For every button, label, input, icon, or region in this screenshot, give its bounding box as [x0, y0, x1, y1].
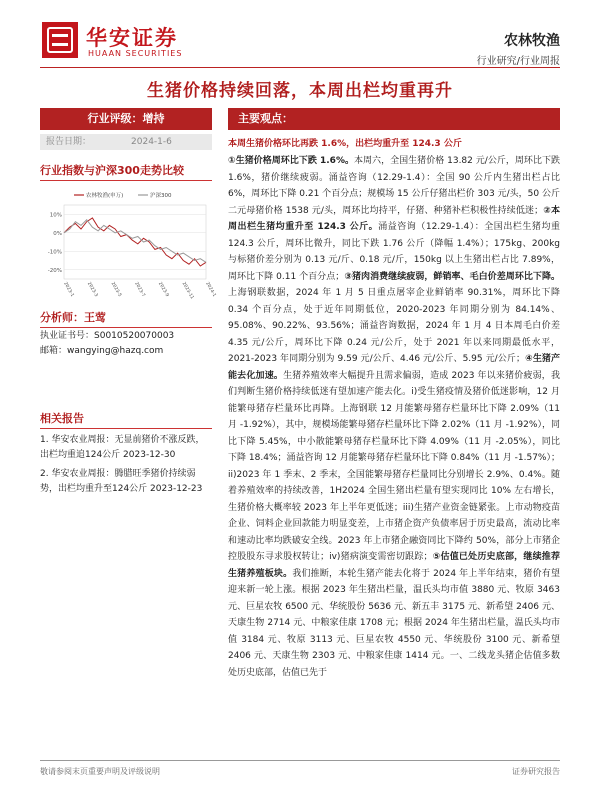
x-tick-label: 2023-7 — [133, 281, 146, 298]
x-tick-label: 2024-1 — [204, 281, 217, 298]
y-tick-label: 0% — [53, 230, 62, 237]
x-tick-label: 2023-3 — [85, 281, 99, 298]
key-point: ③猪肉消费继续疲弱，鲜销率、毛白价差周环比下降。 — [344, 271, 561, 282]
y-tick-label: -20% — [47, 267, 62, 274]
series-line — [64, 220, 206, 262]
main-content — [228, 108, 560, 733]
legend-label: 农林牧渔(申万) — [86, 193, 124, 199]
x-tick-label: 2023-9 — [156, 281, 170, 298]
series-line — [64, 218, 206, 266]
report-date — [40, 134, 212, 150]
main-subheading: 本周生猪价格环比再跌 1.6%，出栏均重升至 124.3 公斤 — [228, 139, 462, 149]
analyst-license: 执业证书号：S0010520070003 — [40, 331, 175, 341]
body-text: 生猪养殖效率大幅提升且需求偏弱，造成 2023 年以来猪价疲弱，我们判断生猪价格持续低迷有望加速产能去化。i)受生猪疫情及猪价低迷影响，12 月能繁母猪存栏量环比再降。上海钢联 12 月能繁母猪存栏量环比下降 2.09%（11 月 -1.92%），其中，规模场能繁母猪存栏量环比下降 2.02%（11 月 -1.92%），同比下降 5.45%，中小散能繁母猪存栏量环比下降 4.09%（11 月 -2.05%），同比下降 18.4%；涌益咨询 12 月能繁母猪存栏量环比下降 0.84%（11 月 -1.57%）；ii)2023 年 1 季末、2 季末，全国能繁母猪存栏量同比分别增长 2.9%、0.4%。随着养殖效率的持续改善，1H2024 全国生猪出栏量有望实现同比 10% 左右增长，生猪价格大概率较 2023 年上半年更低迷；iii)生猪产业资金链紧张。上市动物疫苗企业、饲料企业回款能力明显变差，上市猪企资产负债率居于历史最高，流动比率和速动比率均跌破安全线。2023 年上市猪企融资同比下降约 50%，部分上市猪企控股股东寻求股权转让；iv)猪病演变需密切跟踪； — [228, 370, 560, 562]
body-text: 上海钢联数据，2024 年 1 月 5 日重点屠宰企业鲜销率 90.31%，周环比下降 0.34 个百分点，处于近年同期低位，2020-2023 年同期分别为 84.14%、95.08%、90.22%、93.56%；涌益咨询数据，2024 年 1 月 4 日本周毛白价差 4.35 元/公斤，周环比下降 0.24 元/公斤，处于 2021 年以来同期最低水平，2021-2023 年同期分别为 9.59 元/公斤、4.46 元/公斤、5.95 元/公斤； — [228, 288, 560, 364]
related-report-item[interactable]: 2. 华安农业周报：腾腊旺季猪价持续弱势，出栏均重升至124公斤 2023-12-23 — [40, 469, 203, 494]
related-reports-title: 相关报告 — [40, 410, 212, 429]
footer-label: 证券研究报告 — [512, 767, 560, 776]
analyst-email: 邮箱：wangying@hazq.com — [40, 346, 164, 356]
brand-logo — [42, 22, 78, 58]
chart-title: 行业指数与沪深300走势比较 — [40, 162, 212, 181]
key-point: ①生猪价格周环比下跌 1.6%。 — [228, 156, 355, 166]
report-type: 行业研究/行业周报 — [476, 56, 560, 67]
key-point: ⑤估值已处历史底部，继续推荐生猪养殖板块。 — [228, 552, 561, 579]
key-point: ②本周出栏生猪均重升至 124.3 公斤。 — [228, 205, 560, 232]
key-point: ④生猪产能去化加速。 — [228, 354, 561, 381]
body-paragraph — [228, 153, 560, 681]
analyst-title: 分析师：王莺 — [40, 309, 212, 328]
main-body — [228, 153, 560, 733]
y-tick-label: 10% — [49, 212, 62, 219]
body-text: 涌益咨询（12.29-1.4）：全国出栏生猪均重 124.3 公斤，周环比微升，同比下跌 1.76 公斤（降幅 1.4%）；175kg、200kg 与标猪价差分别为 0.13 元/斤、0.18 元/斤，150kg 以上生猪出栏占比 7.89%，周环比下降 0.11 个百分点； — [228, 222, 560, 282]
industry-rating: 行业评级：增持 — [40, 108, 212, 130]
header-divider — [40, 67, 560, 68]
footer-disclaimer: 敬请参阅末页重要声明及评级说明 — [40, 767, 160, 776]
date-label: 报告日期： — [46, 137, 92, 147]
body-text: 本周六，全国生猪价格 13.82 元/公斤，周环比下跌 1.6%，猪价继续疲弱。涌益咨询（12.29-1.4）：全国 90 公斤内生猪出栏占比 6%，周环比下降 0.21 个百分点；规模场 15 公斤仔猪出栏价 303 元/头，50 公斤二元母猪价格 1538 元/头，周环比均持平，仔猪、种猪补栏积极性持续低迷； — [228, 156, 560, 216]
index-comparison-chart — [40, 185, 217, 301]
left-sidebar — [40, 108, 217, 497]
body-text: 我们推断，本轮生猪产能去化将于 2024 年上半年结束，猪价有望迎来新一轮上涨。根据 2023 年生猪出栏量，温氏头均市值 3880 元、牧原 3463 元、巨星农牧 6500 元、华统股份 5636 元、新五丰 3175 元、新希望 2406 元、天康生物 2714 元、中粮家佳康 1708 元；根据 2024 年生猪出栏量，温氏头均市值 3184 元、牧原 3113 元、巨星农牧 4550 元、华统股份 3100 元、新希望 2406 元、天康生物 2303 元、中粮家佳康 1414 元。一、二线龙头猪企估值多数处历史底部，估值已先于 — [228, 568, 560, 678]
date-value: 2024-1-6 — [131, 137, 172, 147]
x-tick-label: 2023-5 — [109, 281, 122, 298]
brand-name-en: HUAAN SECURITIES — [88, 49, 183, 58]
related-report-item[interactable]: 1. 华安农业周报：无显前猪价不涨反跌，出栏均重追124公斤 2023-12-30 — [40, 435, 205, 460]
footer-divider — [40, 760, 560, 761]
sector-label: 农林牧渔 — [504, 33, 560, 49]
y-tick-label: -10% — [47, 249, 62, 256]
legend-label: 沪深300 — [150, 193, 172, 199]
brand-name: 华安证券 — [86, 25, 178, 50]
report-title: 生猪价格持续回落，本周出栏均重再升 — [147, 81, 453, 101]
x-tick-label: 2023-1 — [62, 281, 75, 298]
main-heading: 主要观点： — [228, 108, 560, 130]
x-tick-label: 2023-11 — [180, 281, 195, 301]
